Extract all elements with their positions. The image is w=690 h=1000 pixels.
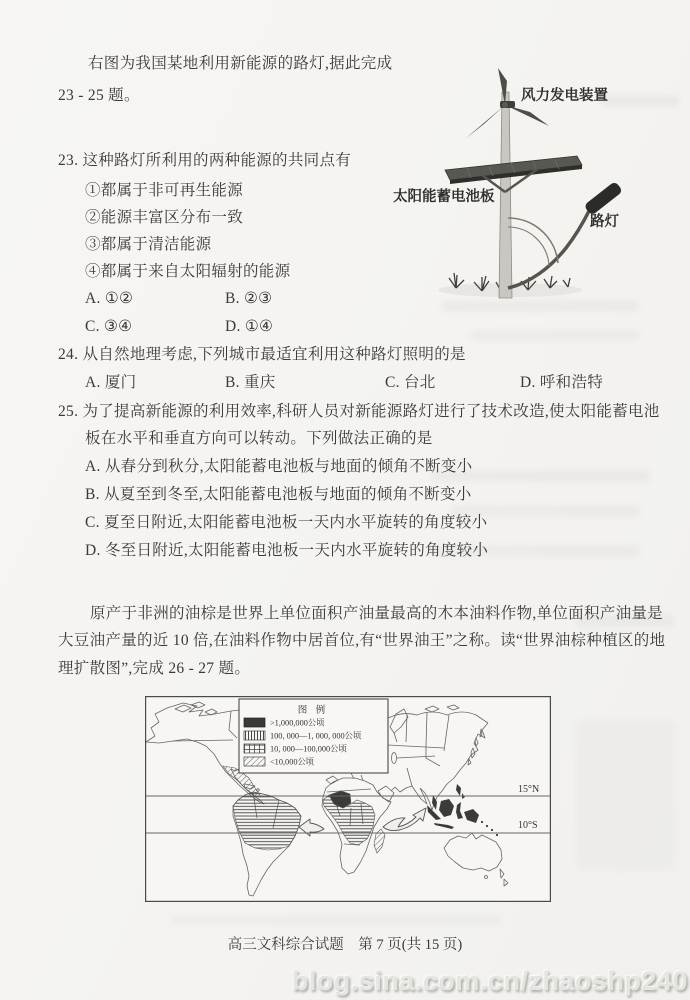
scan-bleed-artifact (575, 720, 675, 870)
solar-panel-label: 太阳能蓄电池板 (393, 189, 495, 205)
legend-swatch-solid (244, 718, 265, 727)
q25-stem-line-1: 25. 为了提高新能源的利用效率,科研人员对新能源路灯进行了技术改造,使太阳能蓄电池 (58, 403, 660, 420)
passage-line-2: 大豆油产量的近 10 倍,在油料作物中居首位,有“世界油王”之称。读“世界油棕种植区的地 (58, 632, 666, 649)
q23-item-1: ①都属于非可再生能源 (85, 182, 244, 199)
q23-stem: 23. 这种路灯所利用的两种能源的共同点有 (58, 152, 352, 169)
intro-line-1: 右图为我国某地利用新能源的路灯,据此完成 (88, 55, 393, 72)
legend-label-4: <10,000公顷 (270, 757, 315, 767)
q24-stem: 24. 从自然地理考虑,下列城市最适宜利用这种路灯照明的是 (58, 346, 466, 363)
passage-line-1: 原产于非洲的油棕是世界上单位面积产油量最高的木本油料作物,单位面积产油量是 (90, 605, 663, 622)
oil-palm-world-map (145, 696, 551, 902)
lamp-arm (508, 211, 589, 288)
latitude-label-10s: 10°S (518, 820, 538, 831)
q25-option-c: C. 夏至日附近,太阳能蓄电池板一天内水平旋转的角度较小 (85, 514, 488, 531)
scan-bleed-artifact (470, 330, 640, 341)
q24-option-c: C. 台北 (385, 374, 436, 391)
watermark: blog.sina.com.cn/zhaoshp240 (291, 966, 688, 996)
q23-item-3: ③都属于清洁能源 (85, 236, 212, 253)
legend-label-3: 10, 000—100,000公顷 (270, 744, 347, 754)
wind-generator-label: 风力发电装置 (521, 88, 608, 104)
legend-swatch-grid (244, 744, 265, 753)
legend-label-1: >1,000,000公顷 (270, 718, 325, 728)
page-footer: 高三文科综合试题 第 7 页(共 15 页) (227, 937, 463, 953)
q23-option-a: A. ①② (85, 290, 134, 307)
q25-option-d: D. 冬至日附近,太阳能蓄电池板一天内水平旋转的角度较小 (85, 542, 489, 559)
q24-option-b: B. 重庆 (225, 374, 276, 391)
q24-option-d: D. 呼和浩特 (520, 374, 604, 391)
q25-option-a: A. 从春分到秋分,太阳能蓄电池板与地面的倾角不断变小 (85, 458, 473, 475)
arm-brace (508, 218, 558, 266)
passage-line-3: 理扩散图”,完成 26 - 27 题。 (58, 660, 251, 677)
legend-title: 图 例 (297, 706, 329, 716)
legend-swatch-vstripe (244, 731, 265, 740)
latitude-label-15n: 15°N (518, 784, 540, 795)
map-legend (239, 699, 388, 773)
intro-line-2: 23 - 25 题。 (58, 87, 140, 104)
q23-option-d: D. ①④ (225, 318, 274, 335)
scan-bleed-artifact (170, 915, 500, 925)
q25-stem-line-2: 板在水平和垂直方向可以转动。下列做法正确的是 (85, 430, 433, 447)
legend-label-2: 100, 000—1, 000, 000公顷 (270, 731, 362, 741)
legend-swatch-hatch (244, 757, 265, 766)
q23-option-c: C. ③④ (85, 318, 133, 335)
q23-option-b: B. ②③ (225, 290, 273, 307)
q23-item-4: ④都属于来自太阳辐射的能源 (85, 263, 291, 280)
q25-option-b: B. 从夏至到冬至,太阳能蓄电池板与地面的倾角不断变小 (85, 486, 472, 503)
street-lamp-label: 路灯 (590, 214, 619, 230)
q24-option-a: A. 厦门 (85, 374, 137, 391)
q23-item-2: ②能源丰富区分布一致 (85, 209, 244, 226)
lamp-pole (499, 92, 512, 298)
